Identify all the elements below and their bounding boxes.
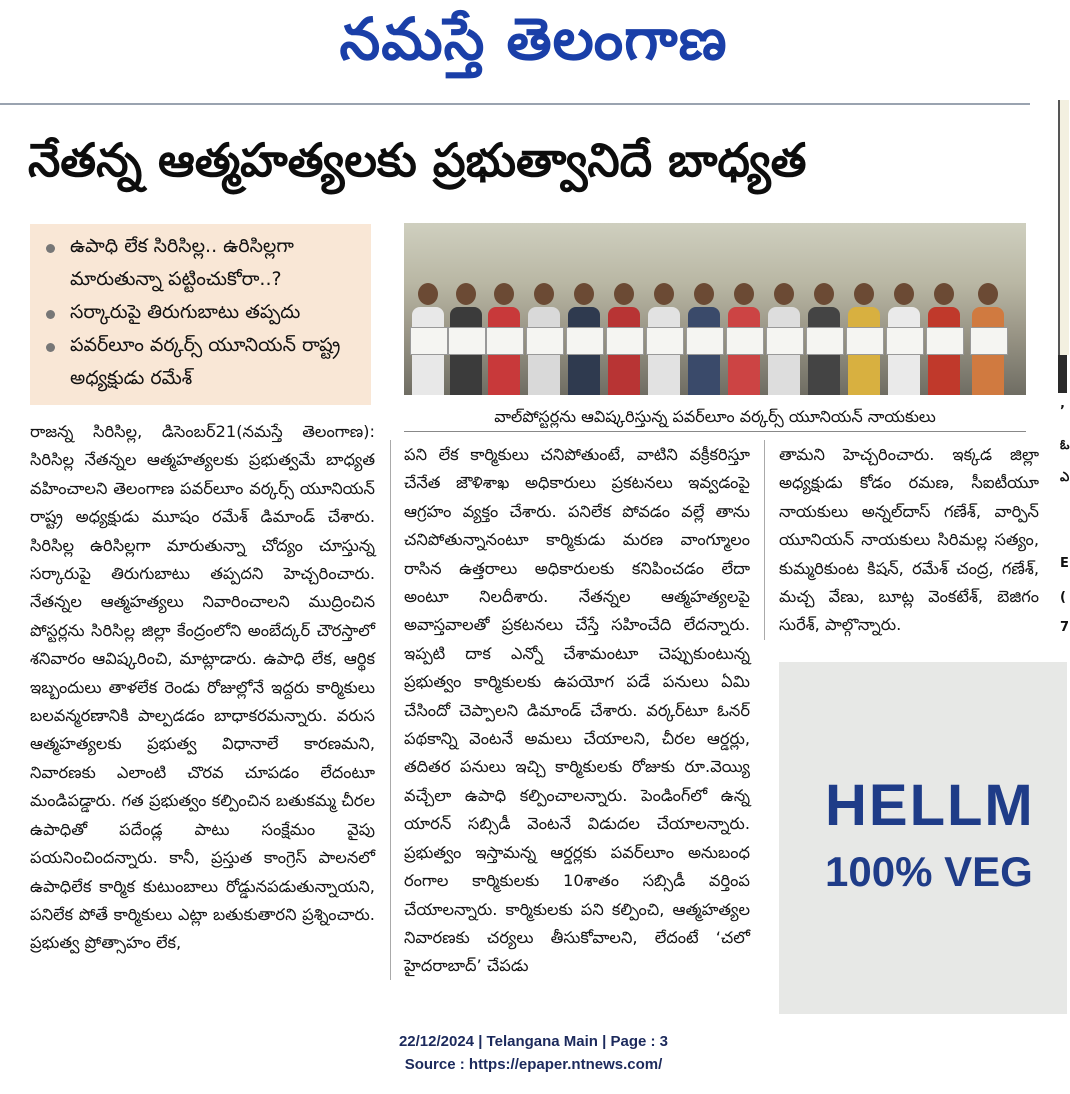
advertisement [779, 662, 1067, 1014]
photo-person [412, 283, 444, 395]
bullet-icon [46, 244, 55, 253]
edge-glyph: ఓ [1060, 438, 1070, 453]
column-divider [390, 440, 391, 980]
photo-person [488, 283, 520, 395]
photo-caption: వాల్‌పోస్టర్లను ఆవిష్కరిస్తున్న పవర్‌లూం వర్కర్స్ యూనియన్ నాయకులు [404, 403, 1026, 432]
news-photo [404, 223, 1026, 395]
photo-person [728, 283, 760, 395]
photo-person [528, 283, 560, 395]
footer-date-page: 22/12/2024 | Telangana Main | Page : 3 [398, 1033, 669, 1050]
highlight-item [40, 296, 363, 329]
article-column-3: తామని హెచ్చరించారు. ఇక్కడ జిల్లా అధ్యక్షుడు కోడం రమణ, సీఐటీయూ నాయకులు అన్నల్‌దాస్ గణేశ్, వార్పిన్ యూనియన్ నాయకులు సిరిమల్ల సత్యం, కుమ్మరికుంట కిషన్, రమేశ్ చంద్ర, గణేశ్, మచ్చ వేణు, బూట్ల వెంకటేశ్, బెజిగం సురేశ్, పాల్గొన్నారు. [779, 445, 1039, 635]
edge-glyph: ( [1060, 590, 1066, 605]
masthead-logo: నమస్తే తెలంగాణ [339, 5, 728, 73]
edge-glyph: 7 [1060, 620, 1070, 635]
photo-person [928, 283, 960, 395]
highlight-text: ఉపాధి లేక సిరిసిల్ల.. ఉరిసిల్లగా మారుతున్నా పట్టించుకోరా..? [70, 235, 294, 290]
adjacent-article-bar [1058, 355, 1067, 393]
photo-person [450, 283, 482, 395]
photo-person [808, 283, 840, 395]
edge-glyph: E [1060, 556, 1069, 571]
highlight-item [40, 230, 363, 296]
bullet-icon [46, 343, 55, 352]
article-column-2: పని లేక కార్మికులు చనిపోతుంటే, వాటిని వక్రీకరిస్తూ చేనేత జౌళిశాఖ అధికారులు ప్రకటనలు ఇవ్వడంపై ఆగ్రహం వ్యక్తం చేశారు. పనిలేక పోవడం వల్లే తాను చనిపోతున్నానంటూ కార్మికుడు మరణ వాంగ్మూలం రాసిన ఉత్తరాలు అధికారులకు కనిపించడం లేదా అంటూ నిలదీశారు. నేతన్నల ఆత్మహత్యలపై అవాస్తవాలతో ప్రకటనలు చేస్తే సహించేది లేదన్నారు. ఇప్పటి దాక ఎన్నో చేశామంటూ చెప్పుకుంటున్న ప్రభుత్వం కార్మికులకు ఉపయోగ పడే పనులు ఏమి చేసిందో చెప్పాలని డిమాండ్ చేశారు. వర్కర్‌టూ ఓనర్ పథకాన్ని వెంటనే అమలు చేయాలని, చీరల ఆర్డర్లు, తదితర పనులు ఇచ్చి కార్మికులకు రోజుకు రూ.వెయ్యి వచ్చేలా ఉపాధి కల్పించాలన్నారు. పెండింగ్‌లో ఉన్న యారన్ సబ్సిడీ వెంటనే విడుదల చేయాలన్నారు. ప్రభుత్వం ఇస్తామన్న ఆర్డర్లకు పవర్‌లూం అనుబంధ రంగాల కార్మికులకు 10శాతం సబ్సిడీ వర్తింప చేయాలన్నారు. కార్మికులకు పని కల్పించి, ఆత్మహత్యల నివారణకు చర్యలు తీసుకోవాలని, లేదంటే ‘చలో హైదరాబాద్’ చేపడు [404, 445, 750, 976]
photo-person [568, 283, 600, 395]
ad-brand-text: HELLM [825, 773, 1035, 838]
highlight-text: పవర్‌లూం వర్కర్స్ యూనియన్ రాష్ట్ర అధ్యక్షుడు రమేశ్ [70, 334, 341, 389]
photo-person [688, 283, 720, 395]
photo-person [768, 283, 800, 395]
footer-source-link[interactable]: Source : https://epaper.ntnews.com/ [404, 1056, 663, 1073]
highlight-item [40, 329, 363, 395]
edge-glyph: ’ [1060, 404, 1065, 419]
photo-person [608, 283, 640, 395]
photo-person [972, 283, 1004, 395]
highlights-box [30, 224, 371, 405]
highlight-text: సర్కారుపై తిరుగుబాటు తప్పదు [70, 301, 301, 323]
ad-tagline: 100% VEG [825, 848, 1033, 895]
photo-person [888, 283, 920, 395]
edge-glyph: ఎ [1060, 470, 1070, 485]
masthead-divider [0, 103, 1030, 105]
photo-person [648, 283, 680, 395]
column-divider [764, 440, 765, 640]
adjacent-article-edge [1058, 100, 1069, 355]
article-column-1: రాజన్న సిరిసిల్ల, డిసెంబర్21(నమస్తే తెలంగాణ): సిరిసిల్ల నేతన్నల ఆత్మహత్యలకు ప్రభుత్వమే బాధ్యత వహించాలని తెలంగాణ పవర్‌లూం వర్కర్స్ యూనియన్ రాష్ట్ర అధ్యక్షుడు మూషం రమేశ్ డిమాండ్ చేశారు. సిరిసిల్ల ఉరిసిల్లగా మారుతున్నా చోద్యం చూస్తున్న సర్కారుపై తిరుగుబాటు తప్పదని హెచ్చరించారు. నేతన్నల ఆత్మహత్యలు నివారించాలని ముద్రించిన పోస్టర్లను సిరిసిల్ల జిల్లా కేంద్రంలోని అంబేద్కర్ చౌరస్తాలో శనివారం ఆవిష్కరించి, మాట్లాడారు. ఉపాధి లేక, ఆర్థిక ఇబ్బందులు తాళలేక రెండు రోజుల్లోనే ఇద్దరు కార్మికులు బలవన్మరణానికి పాల్పడడం బాధాకరమన్నారు. వరుస ఆత్మహత్యలకు ప్రభుత్వ విధానాలే కారణమని, నివారణకు ఎలాంటి చొరవ చూపడం లేదంటూ మండిపడ్డారు. గత ప్రభుత్వం కల్పించిన బతుకమ్మ చీరల ఉపాధితో పదేండ్ల పాటు సంక్షేమం వైపు పయనించిందన్నారు. కానీ, ప్రస్తుత కాంగ్రెస్ పాలనలో ఉపాధిలేక కార్మిక కుటుంబాలు రోడ్డునపడుతున్నాయని, పనిలేక పోతే కార్మికులు ఎట్లా బతుకుతారని ప్రశ్నించారు. ప్రభుత్వ ప్రోత్సాహం లేక, [30, 422, 375, 953]
photo-person [848, 283, 880, 395]
page-footer [0, 1030, 1067, 1076]
headline: నేతన్న ఆత్మహత్యలకు ప్రభుత్వానిదే బాధ్యత [28, 133, 807, 187]
bullet-icon [46, 310, 55, 319]
